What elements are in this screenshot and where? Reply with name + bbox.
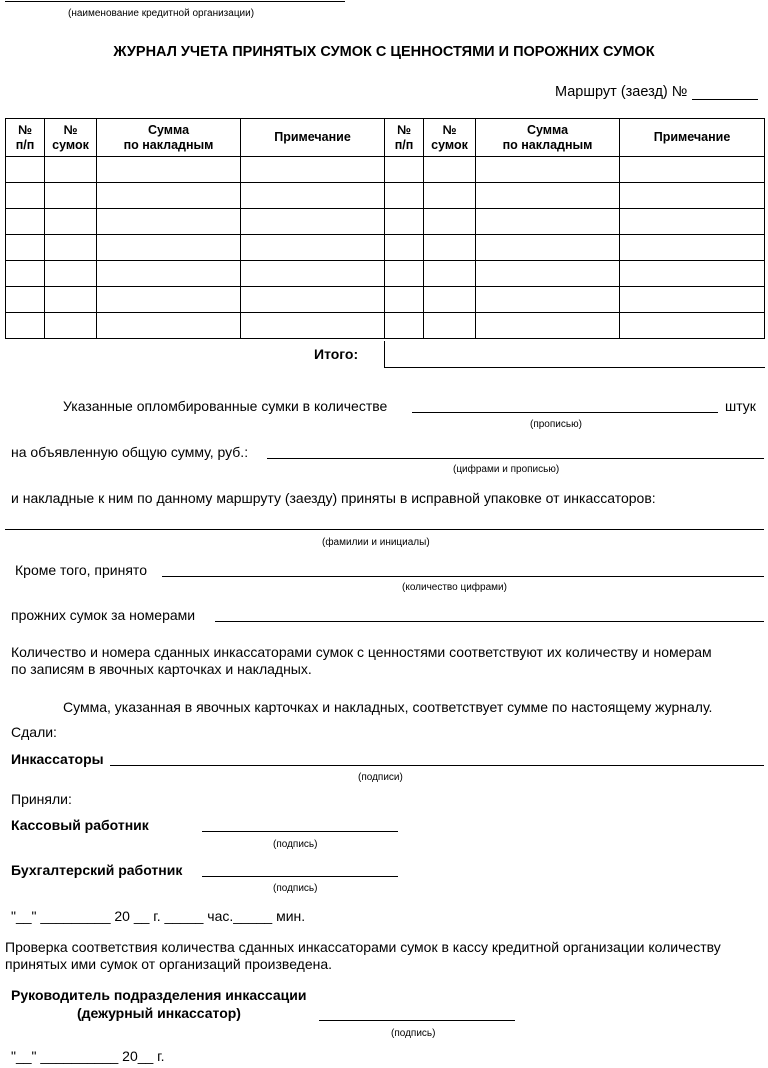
table-cell[interactable] — [241, 287, 385, 313]
table-cell[interactable] — [6, 209, 45, 235]
table-cell[interactable] — [97, 287, 241, 313]
column-header-bag-number: № сумок — [45, 119, 97, 157]
table-cell[interactable] — [620, 183, 765, 209]
table-row — [6, 287, 765, 313]
also-accepted-text: Кроме того, принято — [15, 562, 147, 578]
table-cell[interactable] — [476, 183, 620, 209]
table-cell[interactable] — [424, 209, 476, 235]
table-cell[interactable] — [385, 235, 424, 261]
quantity-match-line-1: Количество и номера сданных инкассаторами сумок с ценностями соответствуют их количеству и номерам — [11, 644, 712, 660]
table-cell[interactable] — [424, 235, 476, 261]
table-cell[interactable] — [45, 287, 97, 313]
cashier-label: Кассовый работник — [11, 817, 149, 833]
bags-unit: штук — [725, 398, 756, 414]
table-cell[interactable] — [424, 157, 476, 183]
column-header-row-number-2: № п/п — [385, 119, 424, 157]
also-accepted-field[interactable] — [162, 576, 764, 577]
table-cell[interactable] — [97, 313, 241, 339]
table-row — [6, 183, 765, 209]
table-cell[interactable] — [241, 261, 385, 287]
table-cell[interactable] — [241, 313, 385, 339]
table-header-row — [6, 119, 765, 157]
table-cell[interactable] — [476, 261, 620, 287]
table-row — [6, 209, 765, 235]
table-cell[interactable] — [97, 157, 241, 183]
table-cell[interactable] — [620, 313, 765, 339]
column-header-bag-number-2: № сумок — [424, 119, 476, 157]
bags-journal-table — [5, 118, 765, 339]
table-cell[interactable] — [476, 209, 620, 235]
table-cell[interactable] — [385, 209, 424, 235]
table-cell[interactable] — [241, 235, 385, 261]
received-label: Приняли: — [11, 791, 72, 807]
cashier-signature-field[interactable] — [202, 831, 398, 832]
date-time-line: "__" _________ 20 __ г. _____ час._____ мин. — [11, 908, 306, 924]
table-cell[interactable] — [476, 157, 620, 183]
invoices-text: и накладные к ним по данному маршруту (заезду) приняты в исправной упаковке от инкассаторов: — [11, 490, 656, 506]
bags-count-field[interactable] — [412, 412, 718, 413]
bags-sealed-text: Указанные опломбированные сумки в количестве — [63, 398, 388, 414]
table-cell[interactable] — [424, 313, 476, 339]
total-field[interactable] — [384, 341, 765, 368]
caption-head-signature: (подпись) — [391, 1028, 436, 1039]
route-label: Маршрут (заезд) № — [555, 84, 688, 100]
table-cell[interactable] — [424, 261, 476, 287]
check-line-1: Проверка соответствия количества сданных инкассаторами сумок в кассу кредитной организации количеству — [5, 939, 721, 955]
table-cell[interactable] — [476, 313, 620, 339]
accountant-label: Бухгалтерский работник — [11, 862, 183, 878]
accountant-signature-field[interactable] — [202, 876, 398, 877]
page-title: ЖУРНАЛ УЧЕТА ПРИНЯТЫХ СУМОК С ЦЕННОСТЯМИ И ПОРОЖНИХ СУМОК — [113, 44, 655, 60]
table-cell[interactable] — [385, 261, 424, 287]
column-header-invoice-sum: Сумма по накладным — [97, 119, 241, 157]
table-cell[interactable] — [476, 235, 620, 261]
organization-name-caption: (наименование кредитной организации) — [68, 8, 255, 19]
declared-sum-text: на объявленную общую сумму, руб.: — [11, 444, 249, 460]
table-cell[interactable] — [620, 157, 765, 183]
table-cell[interactable] — [241, 157, 385, 183]
caption-in-words: (прописью) — [530, 419, 582, 430]
table-cell[interactable] — [97, 261, 241, 287]
table-cell[interactable] — [385, 313, 424, 339]
table-cell[interactable] — [385, 183, 424, 209]
empty-bags-text: прожних сумок за номерами — [11, 607, 196, 623]
table-row — [6, 313, 765, 339]
table-cell[interactable] — [620, 209, 765, 235]
table-cell[interactable] — [45, 157, 97, 183]
head-label-line-2: (дежурный инкассатор) — [77, 1005, 241, 1021]
table-cell[interactable] — [385, 157, 424, 183]
table-cell[interactable] — [45, 313, 97, 339]
collectors-names-field[interactable] — [5, 529, 764, 530]
table-cell[interactable] — [6, 183, 45, 209]
table-cell[interactable] — [45, 261, 97, 287]
table-row — [6, 261, 765, 287]
table-cell[interactable] — [620, 287, 765, 313]
collectors-signatures-field[interactable] — [110, 765, 764, 766]
total-label: Итого: — [314, 346, 359, 362]
column-header-row-number: № п/п — [6, 119, 45, 157]
table-cell[interactable] — [241, 183, 385, 209]
table-cell[interactable] — [385, 287, 424, 313]
table-cell[interactable] — [6, 157, 45, 183]
empty-bags-numbers-field[interactable] — [215, 621, 764, 622]
table-cell[interactable] — [620, 235, 765, 261]
table-cell[interactable] — [241, 209, 385, 235]
table-cell[interactable] — [97, 209, 241, 235]
caption-cashier-signature: (подпись) — [273, 839, 318, 850]
table-cell[interactable] — [424, 287, 476, 313]
table-cell[interactable] — [97, 183, 241, 209]
column-header-note-2: Примечание — [620, 119, 765, 157]
table-cell[interactable] — [6, 313, 45, 339]
table-cell[interactable] — [45, 235, 97, 261]
sum-match-text: Сумма, указанная в явочных карточках и накладных, соответствует сумме по настоящему журналу. — [63, 699, 713, 715]
table-cell[interactable] — [45, 183, 97, 209]
table-cell[interactable] — [6, 235, 45, 261]
table-cell[interactable] — [6, 261, 45, 287]
caption-names: (фамилии и инициалы) — [322, 537, 430, 548]
head-signature-field[interactable] — [319, 1020, 515, 1021]
organization-name-line — [5, 1, 345, 2]
caption-count-digits: (количество цифрами) — [402, 582, 507, 593]
table-cell[interactable] — [97, 235, 241, 261]
head-label-line-1: Руководитель подразделения инкассации — [11, 987, 307, 1003]
column-header-invoice-sum-2: Сумма по накладным — [476, 119, 620, 157]
final-date-line: "__" __________ 20__ г. — [11, 1048, 165, 1064]
table-cell[interactable] — [476, 287, 620, 313]
table-cell[interactable] — [424, 183, 476, 209]
table-cell[interactable] — [6, 287, 45, 313]
check-line-2: принятых ими сумок от организаций произведена. — [5, 956, 333, 972]
handed-over-label: Сдали: — [11, 724, 57, 740]
caption-signatures: (подписи) — [358, 772, 403, 783]
table-row — [6, 157, 765, 183]
route-number-field[interactable] — [692, 99, 758, 100]
collectors-label: Инкассаторы — [11, 751, 104, 767]
table-cell[interactable] — [45, 209, 97, 235]
declared-sum-field[interactable] — [267, 458, 764, 459]
quantity-match-line-2: по записям в явочных карточках и накладных. — [11, 661, 312, 677]
caption-digits-words: (цифрами и прописью) — [453, 464, 560, 475]
table-row — [6, 235, 765, 261]
table-cell[interactable] — [620, 261, 765, 287]
column-header-note: Примечание — [241, 119, 385, 157]
caption-accountant-signature: (подпись) — [273, 883, 318, 894]
